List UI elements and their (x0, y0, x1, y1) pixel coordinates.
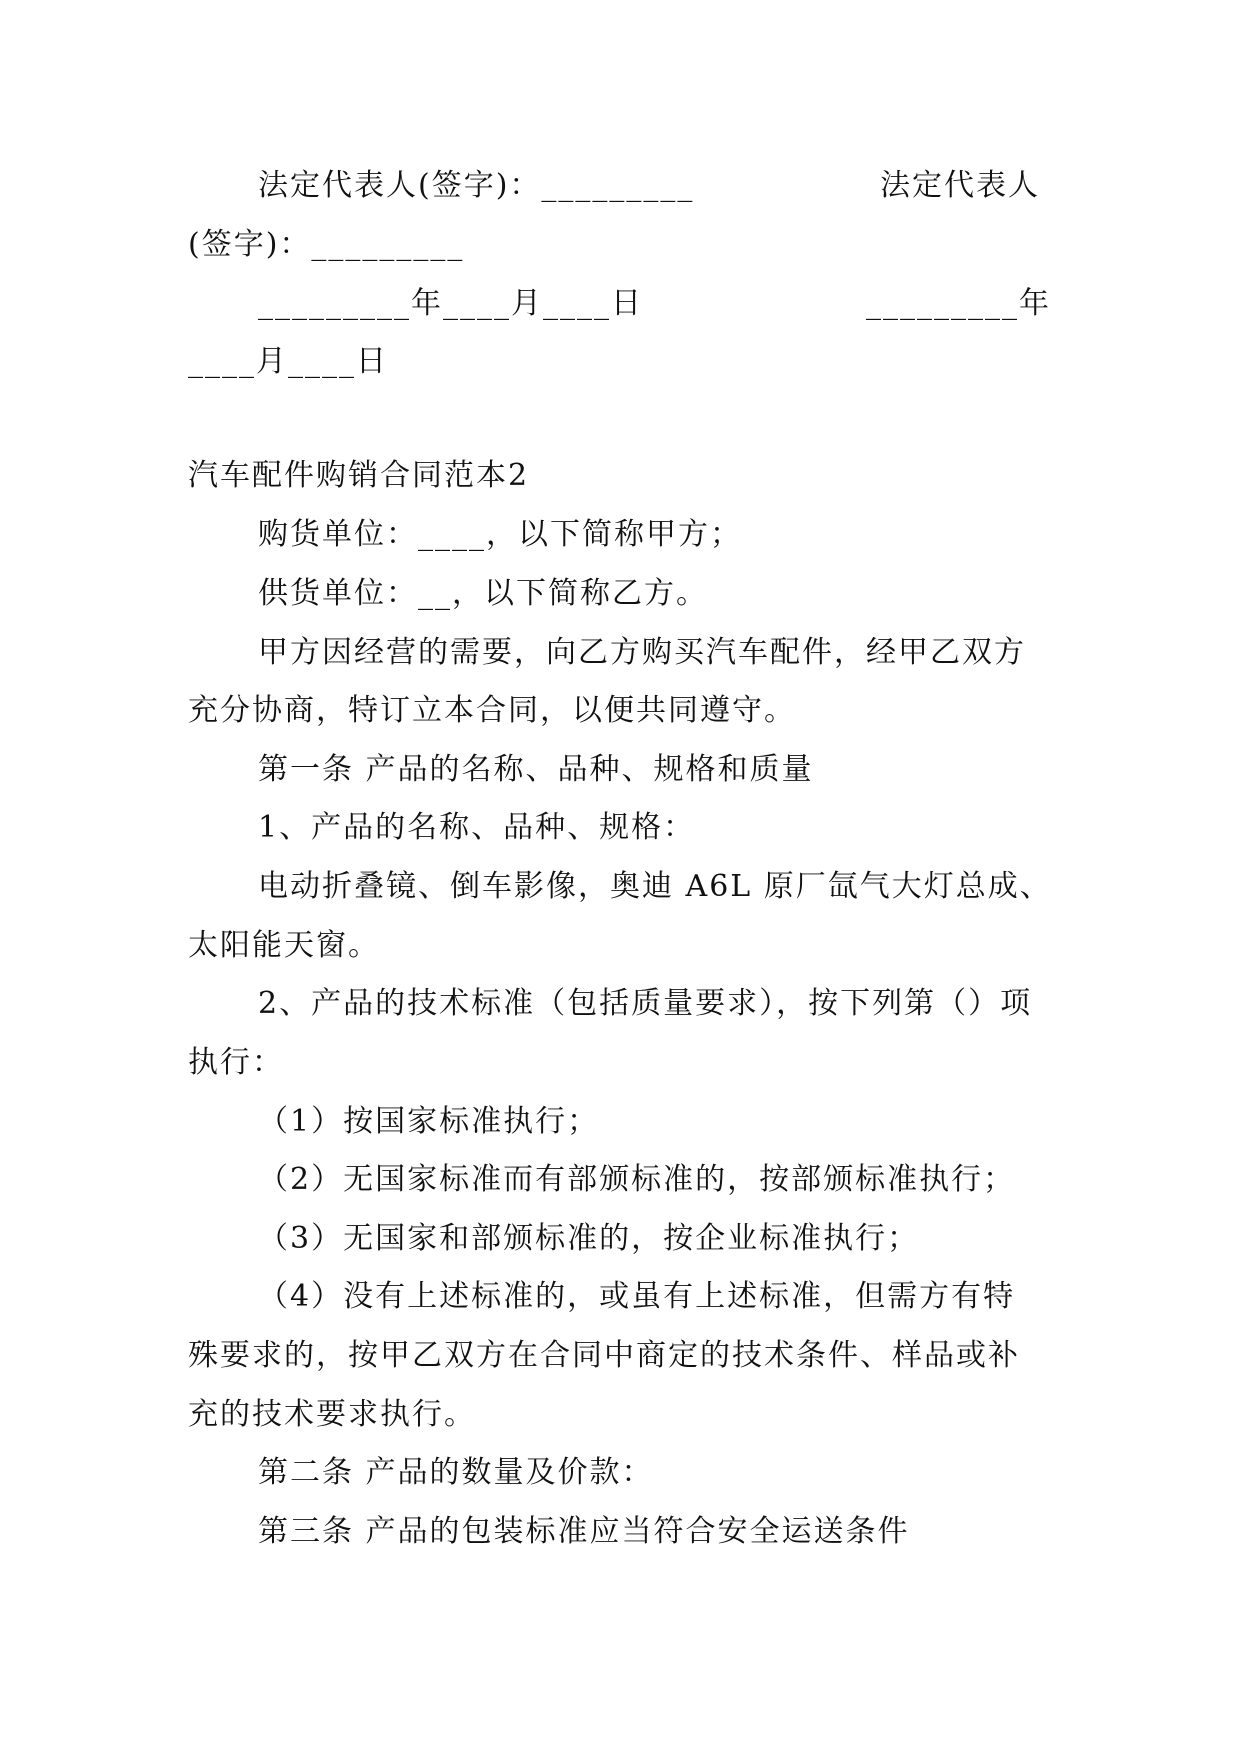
paragraph-line: （2）无国家标准而有部颁标准的，按部颁标准执行； (258, 1162, 1016, 1197)
contract-title: 汽车配件购销合同范本2 (188, 458, 530, 493)
signature-line-4: ____月____日 (188, 344, 388, 379)
paragraph-line: 充的技术要求执行。 (188, 1397, 476, 1432)
paragraph-line: 第一条 产品的名称、品种、规格和质量 (258, 752, 814, 787)
paragraph-line: 第三条 产品的包装标准应当符合安全运送条件 (258, 1514, 910, 1549)
paragraph-line: 甲方因经营的需要，向乙方购买汽车配件，经甲乙双方 (258, 635, 1026, 670)
signature-line-3-right: _________年 (866, 286, 1051, 321)
paragraph-line: （4）没有上述标准的，或虽有上述标准，但需方有特 (258, 1279, 1016, 1314)
signature-line-1-right: 法定代表人 (880, 168, 1040, 203)
paragraph-line: 购货单位：____，以下简称甲方； (258, 517, 742, 552)
paragraph-line: 电动折叠镜、倒车影像，奥迪 A6L 原厂氙气大灯总成、 (258, 869, 1052, 904)
signature-line-1-left: 法定代表人(签字)：_________ (258, 168, 695, 203)
signature-line-3-left: _________年____月____日 (258, 286, 643, 321)
signature-line-2: (签字)：_________ (188, 227, 465, 262)
paragraph-line: （3）无国家和部颁标准的，按企业标准执行； (258, 1221, 920, 1256)
paragraph-line: 太阳能天窗。 (188, 928, 380, 963)
paragraph-line: 1、产品的名称、品种、规格： (258, 810, 696, 845)
paragraph-line: 殊要求的，按甲乙双方在合同中商定的技术条件、样品或补 (188, 1338, 1020, 1373)
paragraph-line: 供货单位：__，以下简称乙方。 (258, 576, 708, 611)
paragraph-line: 第二条 产品的数量及价款： (258, 1455, 654, 1490)
paragraph-line: 执行： (188, 1045, 284, 1080)
paragraph-line: 2、产品的技术标准（包括质量要求），按下列第（）项 (258, 986, 1033, 1021)
paragraph-line: 充分协商，特订立本合同，以便共同遵守。 (188, 693, 796, 728)
paragraph-line: （1）按国家标准执行； (258, 1104, 600, 1139)
